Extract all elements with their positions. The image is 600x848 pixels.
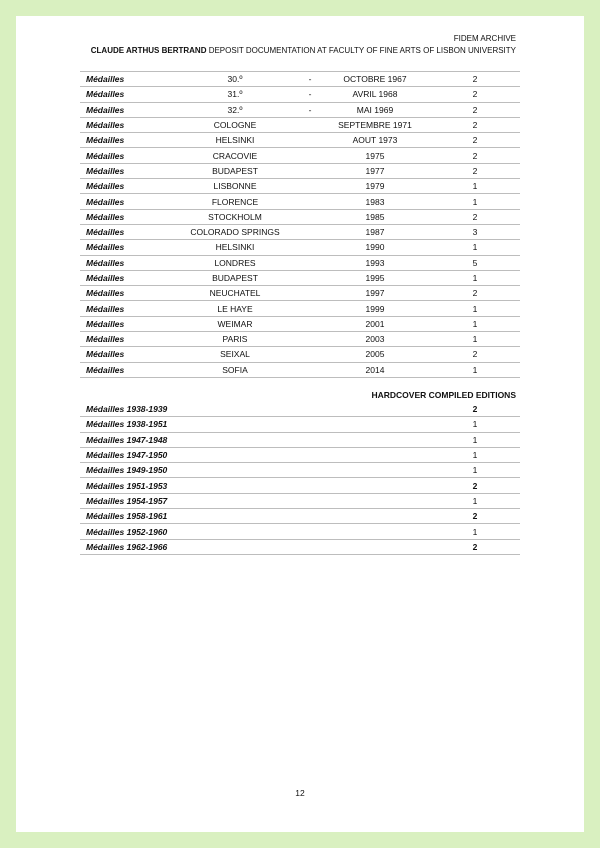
row-separator [300,117,320,132]
table-row [80,102,520,117]
row-location: HELSINKI [170,240,300,255]
row-date: AVRIL 1968 [320,87,430,102]
row-count: 1 [430,240,520,255]
row-separator [300,179,320,194]
row-title: Médailles [80,301,170,316]
row-separator [300,347,320,362]
row-count: 2 [430,87,520,102]
table-row [80,270,520,285]
row-date: 2005 [320,347,430,362]
row-count: 1 [430,362,520,377]
row-date: OCTOBRE 1967 [320,72,430,87]
deposit-subtitle [91,45,516,56]
row-separator: - [300,72,320,87]
edition-title: Médailles 1952-1960 [80,524,430,539]
edition-title: Médailles 1947-1948 [80,432,430,447]
row-date: 2001 [320,316,430,331]
edition-count: 1 [430,463,520,478]
row-count: 2 [430,148,520,163]
row-location: CRACOVIE [170,148,300,163]
table-row [80,332,520,347]
row-date: 1993 [320,255,430,270]
edition-title: Médailles 1951-1953 [80,478,430,493]
table-row [80,148,520,163]
table-row [80,493,520,508]
edition-count: 1 [430,524,520,539]
edition-title: Médailles 1938-1951 [80,417,430,432]
row-location: 31.º [170,87,300,102]
row-separator [300,224,320,239]
table-row [80,240,520,255]
edition-count: 2 [430,402,520,417]
table-row [80,209,520,224]
row-separator [300,209,320,224]
edition-count: 1 [430,447,520,462]
table-row [80,286,520,301]
row-separator [300,148,320,163]
deposit-name: CLAUDE ARTHUS BERTRAND [90,46,207,55]
row-location: WEIMAR [170,316,300,331]
row-title: Médailles [80,133,170,148]
row-location: SOFIA [170,362,300,377]
row-date: 1990 [320,240,430,255]
table-row [80,432,520,447]
row-date: 1977 [320,163,430,178]
row-title: Médailles [80,194,170,209]
row-location: STOCKHOLM [170,209,300,224]
table-row [80,117,520,132]
table-row [80,447,520,462]
edition-count: 2 [430,539,520,554]
table-row [80,539,520,554]
row-title: Médailles [80,240,170,255]
table-row [80,224,520,239]
row-date: 1997 [320,286,430,301]
row-location: COLOGNE [170,117,300,132]
row-count: 2 [430,102,520,117]
row-date: 1999 [320,301,430,316]
row-title: Médailles [80,72,170,87]
edition-title: Médailles 1958-1961 [80,509,430,524]
edition-title: Médailles 1949-1950 [80,463,430,478]
hardcover-editions-table [80,402,520,555]
edition-count: 1 [430,493,520,508]
table-row [80,509,520,524]
row-separator [300,163,320,178]
row-title: Médailles [80,117,170,132]
row-separator [300,194,320,209]
table-row [80,87,520,102]
row-location: 32.º [170,102,300,117]
row-count: 1 [430,301,520,316]
row-title: Médailles [80,148,170,163]
table-row [80,72,520,87]
row-count: 1 [430,179,520,194]
row-count: 5 [430,255,520,270]
edition-title: Médailles 1962-1966 [80,539,430,554]
row-count: 1 [430,270,520,285]
row-date: 2014 [320,362,430,377]
row-location: HELSINKI [170,133,300,148]
row-separator [300,301,320,316]
row-location: BUDAPEST [170,270,300,285]
table-row [80,478,520,493]
edition-count: 1 [430,417,520,432]
row-location: LE HAYE [170,301,300,316]
row-count: 1 [430,316,520,331]
row-count: 2 [430,72,520,87]
row-separator [300,270,320,285]
row-separator: - [300,87,320,102]
row-location: NEUCHATEL [170,286,300,301]
row-location: BUDAPEST [170,163,300,178]
row-date: AOUT 1973 [320,133,430,148]
row-title: Médailles [80,347,170,362]
hardcover-section-title: HARDCOVER COMPILED EDITIONS [371,390,516,400]
row-location: COLORADO SPRINGS [170,224,300,239]
edition-title: Médailles 1947-1950 [80,447,430,462]
row-date: 1987 [320,224,430,239]
table-row [80,255,520,270]
table-row [80,524,520,539]
row-count: 1 [430,194,520,209]
row-date: 1985 [320,209,430,224]
row-title: Médailles [80,255,170,270]
row-count: 2 [430,163,520,178]
row-separator [300,316,320,331]
row-date: 2003 [320,332,430,347]
row-location: 30.º [170,72,300,87]
table-row [80,179,520,194]
row-count: 2 [430,117,520,132]
row-separator [300,255,320,270]
row-count: 2 [430,133,520,148]
table-row [80,417,520,432]
edition-count: 2 [430,509,520,524]
page-number: 12 [295,788,305,798]
row-location: LONDRES [170,255,300,270]
table-row [80,347,520,362]
edition-title: Médailles 1938-1939 [80,402,430,417]
row-title: Médailles [80,179,170,194]
row-location: PARIS [170,332,300,347]
table-row [80,163,520,178]
row-location: FLORENCE [170,194,300,209]
row-count: 1 [430,332,520,347]
row-separator: - [300,102,320,117]
row-date: MAI 1969 [320,102,430,117]
row-count: 2 [430,209,520,224]
table-row [80,301,520,316]
row-separator [300,332,320,347]
row-separator [300,362,320,377]
row-title: Médailles [80,270,170,285]
row-separator [300,286,320,301]
row-date: 1975 [320,148,430,163]
row-location: SEIXAL [170,347,300,362]
row-location: LISBONNE [170,179,300,194]
row-title: Médailles [80,332,170,347]
row-date: 1979 [320,179,430,194]
row-count: 2 [430,286,520,301]
row-title: Médailles [80,87,170,102]
deposit-description: DEPOSIT DOCUMENTATION AT FACULTY OF FINE ARTS OF LISBON UNIVERSITY [206,46,516,55]
row-separator [300,133,320,148]
table-row [80,362,520,377]
edition-count: 2 [430,478,520,493]
row-date: 1995 [320,270,430,285]
row-title: Médailles [80,102,170,117]
row-date: SEPTEMBRE 1971 [320,117,430,132]
row-date: 1983 [320,194,430,209]
row-title: Médailles [80,224,170,239]
archive-title: FIDEM ARCHIVE [453,34,516,43]
row-title: Médailles [80,362,170,377]
row-count: 3 [430,224,520,239]
row-title: Médailles [80,316,170,331]
row-count: 2 [430,347,520,362]
table-row [80,194,520,209]
document-page [16,16,584,832]
medailles-congress-table [80,71,520,378]
row-separator [300,240,320,255]
edition-count: 1 [430,432,520,447]
table-row [80,463,520,478]
edition-title: Médailles 1954-1957 [80,493,430,508]
table-row [80,402,520,417]
row-title: Médailles [80,163,170,178]
row-title: Médailles [80,209,170,224]
table-row [80,316,520,331]
row-title: Médailles [80,286,170,301]
table-row [80,133,520,148]
